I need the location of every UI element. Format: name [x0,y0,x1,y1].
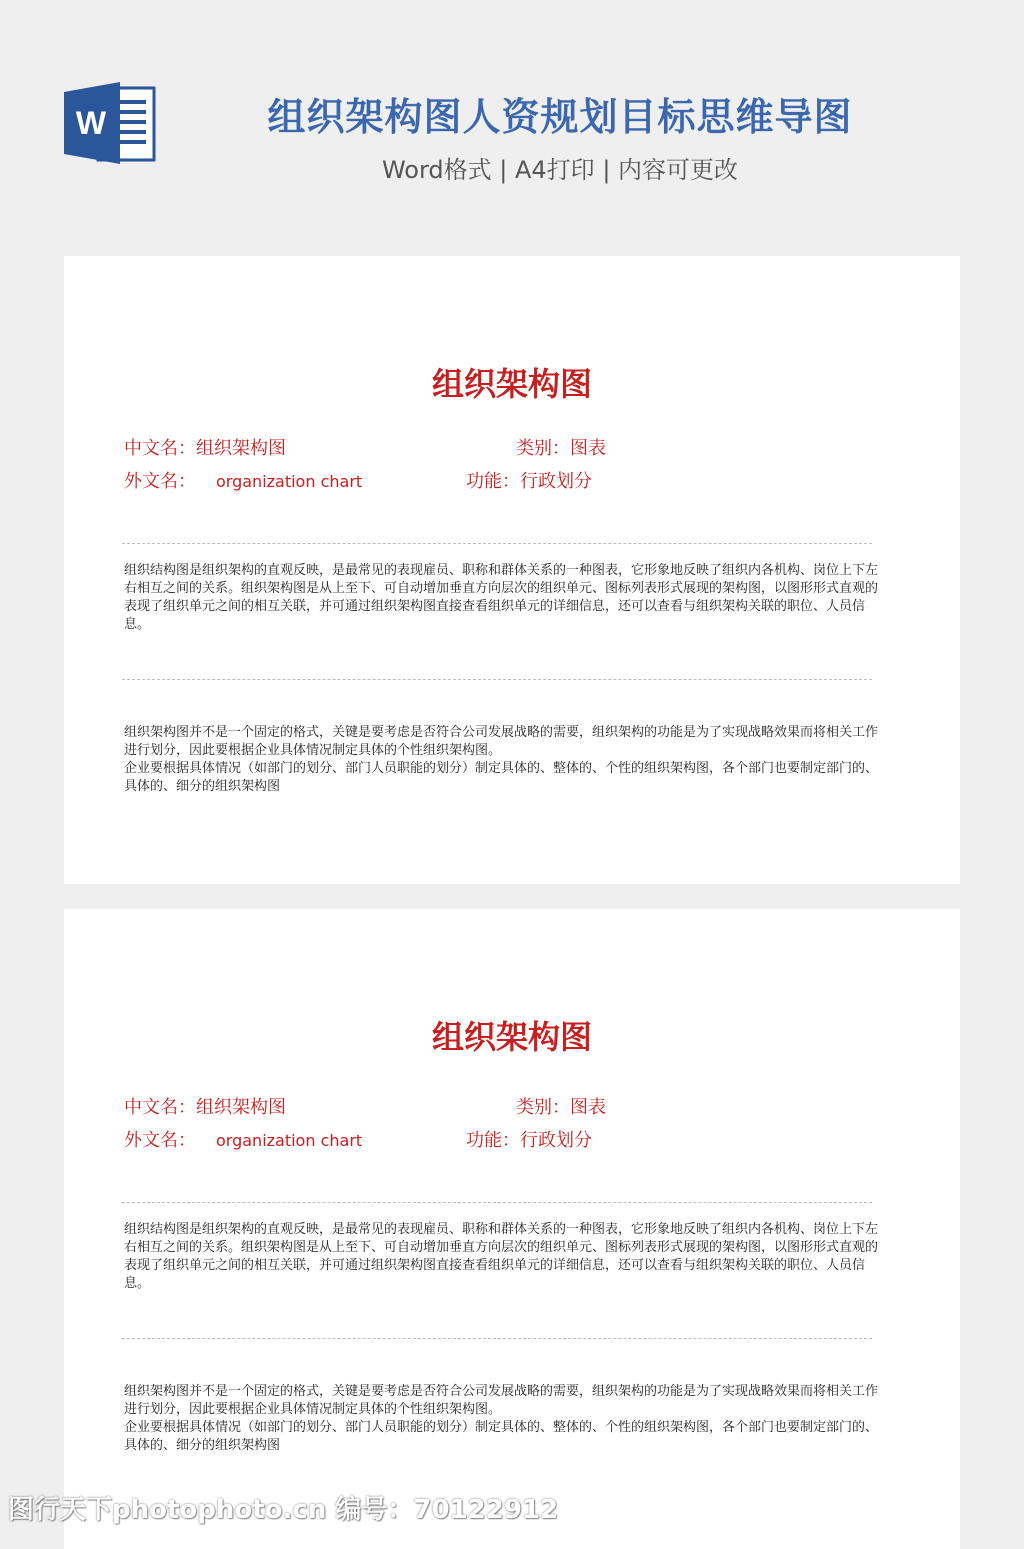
cn-name-value: 组织架构图 [196,438,286,459]
document-page-1 [64,256,960,884]
category-field [516,1095,606,1121]
divider [122,1338,872,1339]
en-name-value: organization chart [216,1131,363,1150]
paragraph-text: 组织结构图是组织架构的直观反映，是最常见的表现雇员、职称和群体关系的一种图表，它形象地反映了组织内各机构、岗位上下左右相互之间的关系。组织架构图是从上至下、可自动增加垂直方向层次的组织单元、图标列表形式展现的架构图，以图形形式直观的表现了组织单元之间的相互关联，并可通过组织架构图直接查看组织单元的详细信息，还可以查看与组织架构关联的职位、人员信息。 [124,563,879,632]
cn-name-value: 组织架构图 [196,1097,286,1118]
document-page-2 [64,909,960,1549]
paragraph-text: 组织架构图并不是一个固定的格式，关键是要考虑是否符合公司发展战略的需要，组织架构的功能是为了实现战略效果而将相关工作进行划分，因此要根据企业具体情况制定具体的个性组织架构图。 [124,1384,879,1417]
paragraph-text: 企业要根据具体情况（如部门的划分、部门人员职能的划分）制定具体的、整体的、个性的组织架构图，各个部门也要制定部门的、具体的、细分的组织架构图 [124,761,879,794]
cn-name-field [124,436,286,462]
en-name-label: 外文名： [124,1130,196,1151]
function-field [466,1128,592,1154]
function-field [466,469,592,495]
main-title: 组织架构图人资规划目标思维导图 [267,95,853,139]
subtitle: Word格式 | A4打印 | 内容可更改 [381,156,739,184]
category-value: 图表 [570,438,606,459]
function-label: 功能： [466,1130,520,1151]
function-value: 行政划分 [520,471,592,492]
word-logo-letter: W [75,105,107,141]
divider [122,543,872,544]
category-label: 类别： [516,1097,570,1118]
en-name-value: organization chart [216,472,363,491]
en-name-field [124,1128,362,1154]
paragraph-text: 组织架构图并不是一个固定的格式，关键是要考虑是否符合公司发展战略的需要，组织架构的功能是为了实现战略效果而将相关工作进行划分，因此要根据企业具体情况制定具体的个性组织架构图。 [124,725,879,758]
paragraph-text: 企业要根据具体情况（如部门的划分、部门人员职能的划分）制定具体的、整体的、个性的组织架构图，各个部门也要制定部门的、具体的、细分的组织架构图 [124,1420,879,1453]
paragraph-text: 组织结构图是组织架构的直观反映，是最常见的表现雇员、职称和群体关系的一种图表，它形象地反映了组织内各机构、岗位上下左右相互之间的关系。组织架构图是从上至下、可自动增加垂直方向层次的组织单元、图标列表形式展现的架构图，以图形形式直观的表现了组织单元之间的相互关联，并可通过组织架构图直接查看组织单元的详细信息，还可以查看与组织架构关联的职位、人员信息。 [124,1222,879,1291]
en-name-field [124,469,362,495]
cn-name-label: 中文名： [124,1097,196,1118]
watermark: 图行天下photophoto.cn 编号：70122912 [8,1495,559,1525]
doc-title: 组织架构图 [431,1018,592,1056]
doc-title: 组织架构图 [431,365,592,403]
paragraph-detail [124,724,890,796]
paragraph-detail [124,1383,890,1455]
function-label: 功能： [466,471,520,492]
en-name-label: 外文名： [124,471,196,492]
category-field [516,436,606,462]
function-value: 行政划分 [520,1130,592,1151]
cn-name-label: 中文名： [124,438,196,459]
paragraph-intro [124,1221,890,1293]
cn-name-field [124,1095,286,1121]
divider [122,679,872,680]
paragraph-intro [124,562,890,634]
divider [122,1202,872,1203]
header [0,0,1024,230]
category-label: 类别： [516,438,570,459]
category-value: 图表 [570,1097,606,1118]
